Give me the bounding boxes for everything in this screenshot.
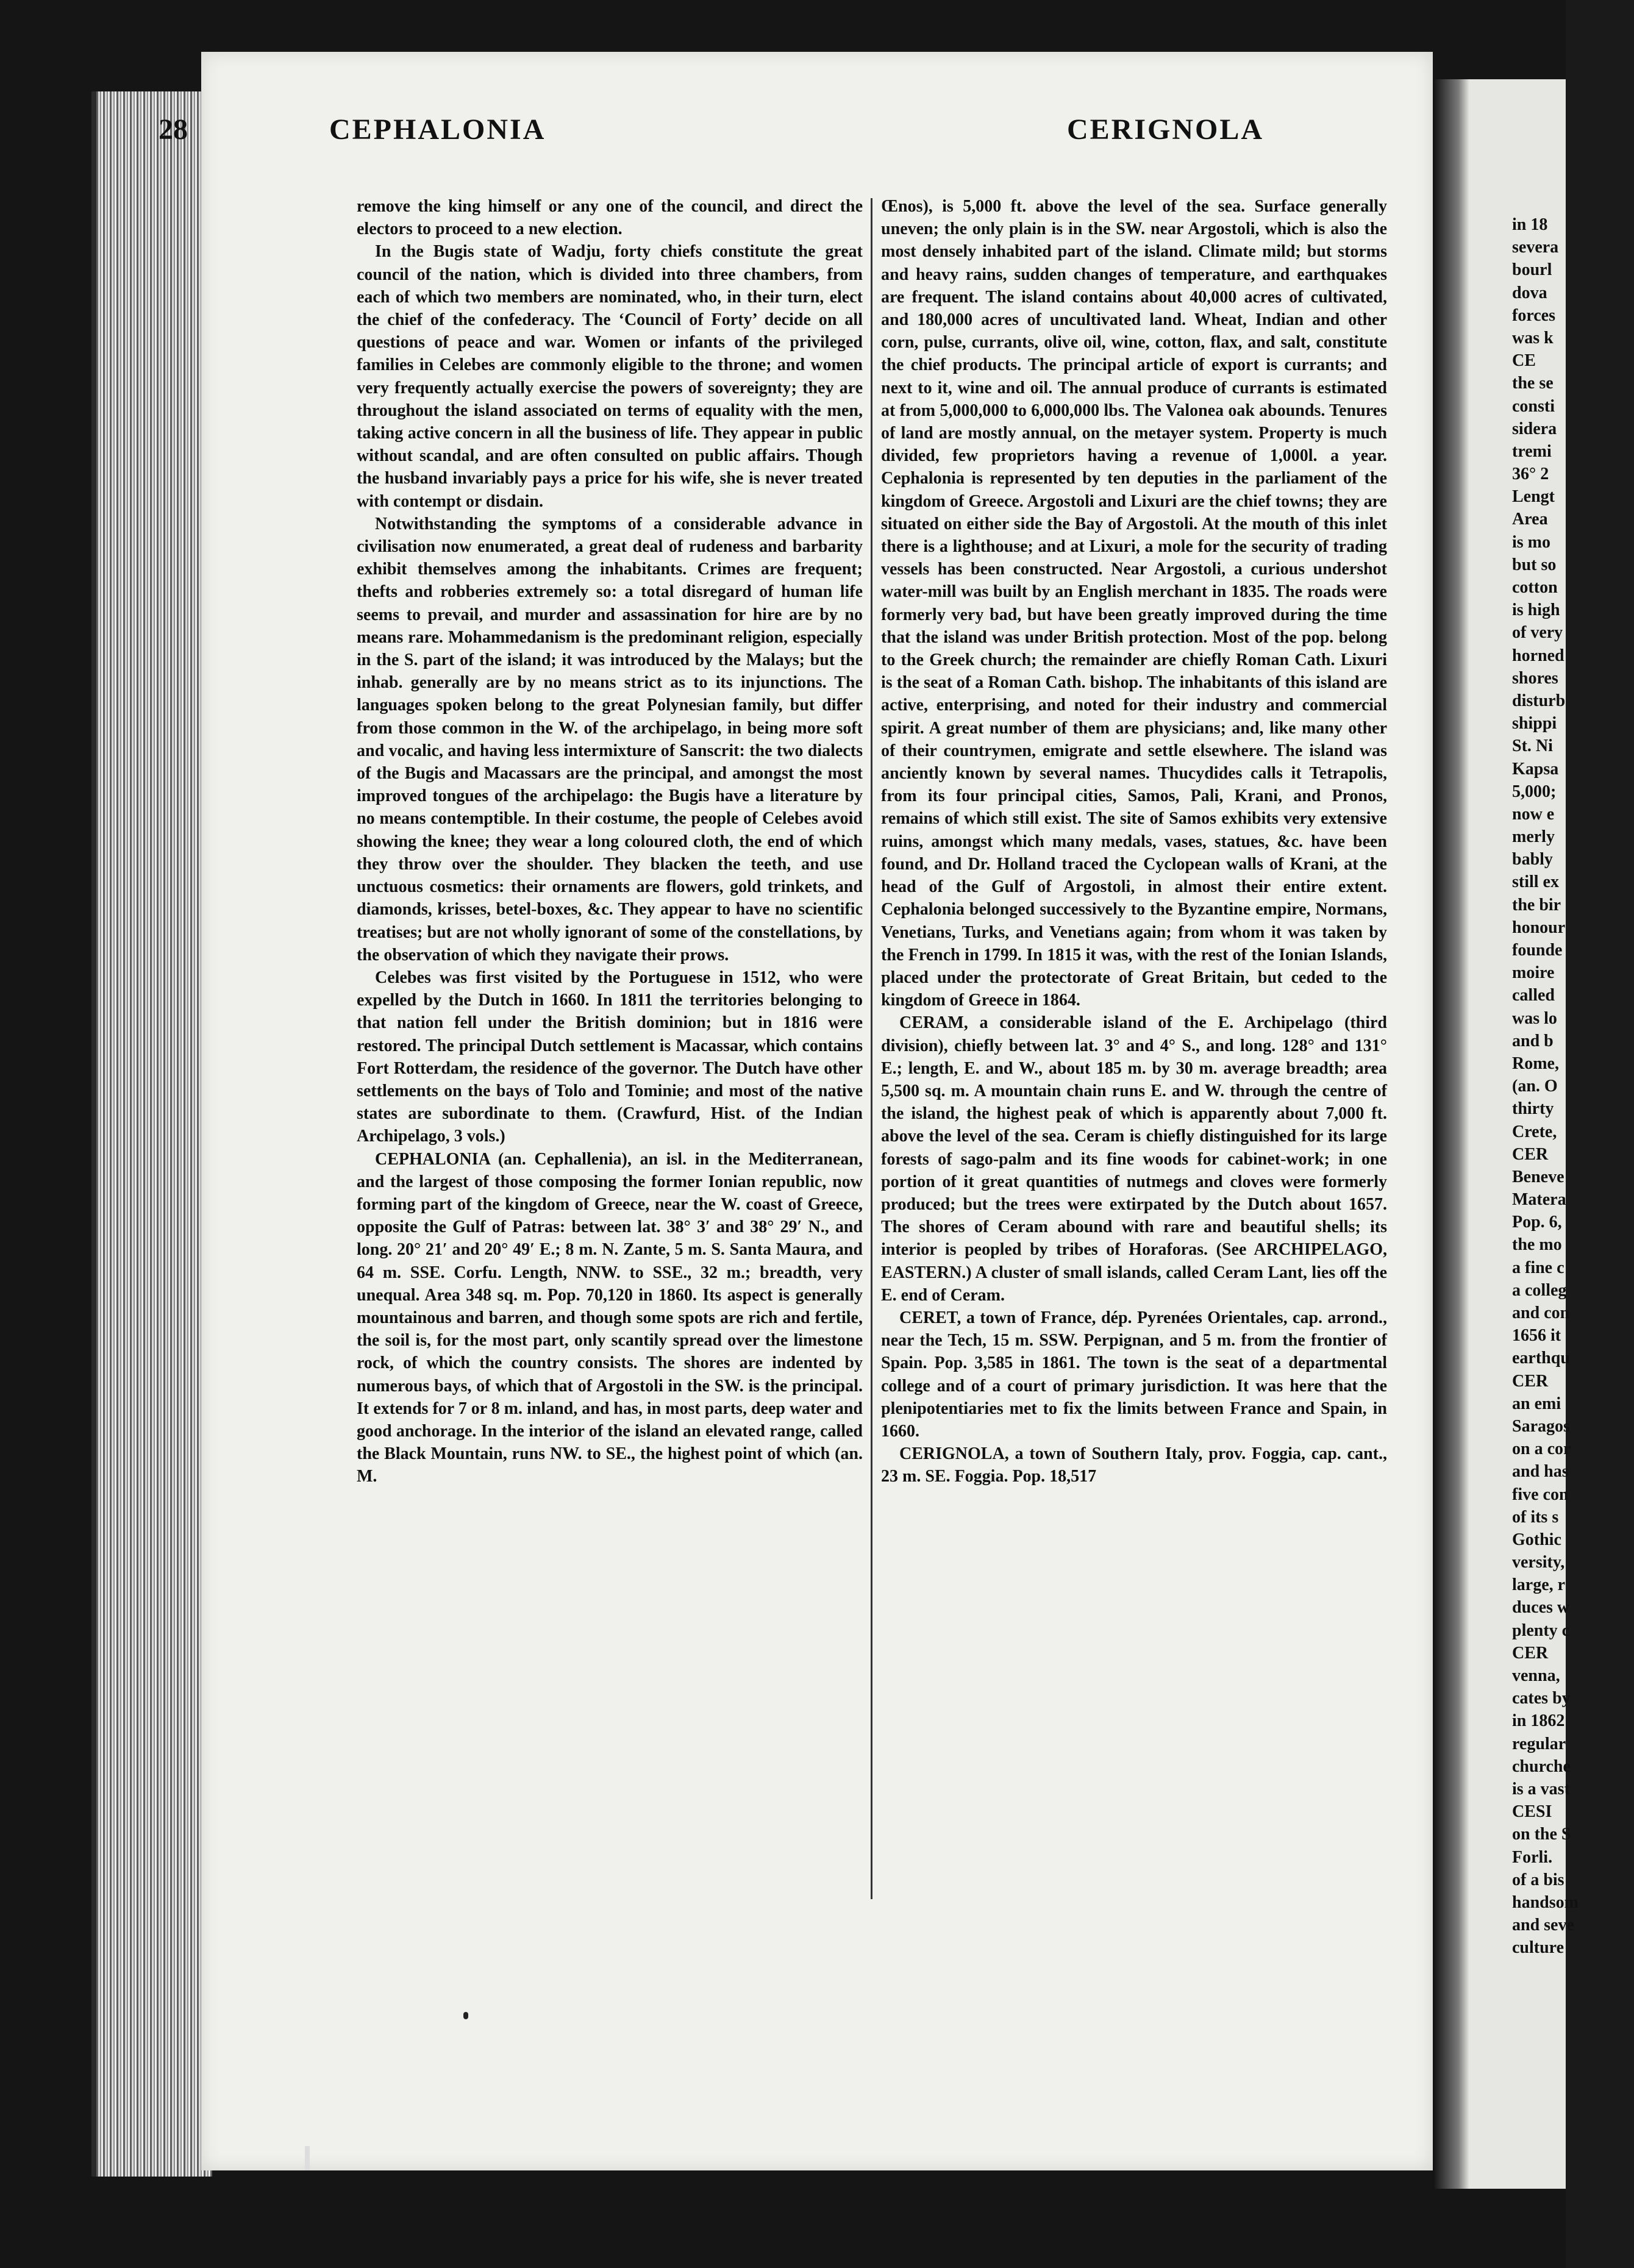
adjacent-page-line: consti [1512,396,1555,416]
adjacent-page-line: cates by [1512,1689,1571,1708]
adjacent-page-line: thirty [1512,1099,1554,1119]
adjacent-page-line: and seve [1512,1916,1574,1935]
adjacent-page-line: duces w [1512,1598,1570,1617]
adjacent-page-line: of very [1512,623,1563,643]
adjacent-page-line: churche [1512,1756,1571,1776]
adjacent-page-line: merly [1512,827,1555,847]
adjacent-page-line: the bir [1512,895,1561,915]
adjacent-page-line: tremi [1512,441,1552,461]
right-text-column [881,195,1387,1488]
adjacent-page-line: and con [1512,1303,1570,1322]
adjacent-page-line: CER [1512,1371,1549,1391]
page-header [159,113,1372,168]
entry-ceret: CERET, a town of France, dép. Pyrenées Orientales, cap. arrond., near the Tech, 15 m. SSW. Perpignan, and 5 m. from the frontier of Spain. Pop. 3,585 in 1861. The town is the seat of a departmental college and of a court of primary jurisdiction. It was here that the plenipotentiaries met to fix the limits between France and Spain, in 1660. [881,1308,1387,1441]
adjacent-page-line: Matera [1512,1190,1566,1210]
adjacent-page-line: earthqu [1512,1349,1570,1368]
adjacent-page-line: horned [1512,646,1564,665]
entry-cerignola: CERIGNOLA, a town of Southern Italy, prov. Foggia, cap. cant., 23 m. SE. Foggia. Pop. 18,517 [881,1444,1387,1486]
column-divider [871,198,872,1899]
entry-ceram: CERAM, a considerable island of the E. Archipelago (third division), chiefly between lat. 3° and 4° S., and long. 128° and 131° E.; length, E. and W., about 185 m. by 30 m. average breadth; area 5,500 sq. m. A mountain chain runs E. and W. through the centre of the island, the highest peak of which is apparently about 7,000 ft. above the level of the sea. Ceram is chiefly distinguished for its large forests of sago-palm and its fine woods for cabinet-work; in one portion of it great quantities of nutmegs and cloves were formerly produced; but the trees were extirpated by the Dutch about 1657. The shores of Ceram abound with rare and beautiful shells; its interior is peopled by tribes of Horaforas. (See ARCHIPELAGO, EASTERN.) A cluster of small islands, called Ceram Lant, lies off the E. end of Ceram. [881,1013,1387,1305]
adjacent-page-line: handsom [1512,1892,1579,1912]
adjacent-page-line: in 1862 [1512,1711,1565,1731]
adjacent-page-line: Kapsa [1512,759,1559,779]
adjacent-page-line: regular [1512,1734,1566,1753]
adjacent-page-line: the mo [1512,1235,1562,1255]
adjacent-page-line: is high [1512,601,1560,620]
running-head-right: CERIGNOLA [1067,113,1265,146]
adjacent-page-line: (an. O [1512,1077,1558,1096]
adjacent-page-line: culture [1512,1938,1564,1958]
adjacent-page-line: a fine c [1512,1258,1564,1277]
adjacent-page-line: Area [1512,510,1548,529]
adjacent-page-line: an emi [1512,1394,1561,1413]
page-gutter-shadow [1433,79,1469,2189]
adjacent-page-line: on the S [1512,1825,1571,1844]
paragraph: Œnos), is 5,000 ft. above the level of the sea. Surface generally uneven; the only plain is in the SW. near Argostoli, which is also the most densely inhabited part of the island. Climate mild; but storms and heavy rains, sudden changes of temperature, and earthquakes are frequent. The island contains about 40,000 acres of cultivated, and 180,000 acres of uncultivated land. Wheat, Indian and other corn, pulse, currants, olive oil, wine, cotton, flax, and salt, constitute the chief products. The principal article of export is currants; and next to it, wine and oil. The annual produce of currants is estimated at from 5,000,000 to 6,000,000 lbs. The Valonea oak abounds. Tenures of land are mostly annual, on the metayer system. Property is much divided, few proprietors having a revenue of 1,000l. a year. Cephalonia is represented by ten deputies in the parliament of the kingdom of Greece. Argostoli and Lixuri are the chief towns; they are situated on either side the Bay of Argostoli. At the mouth of this inlet there is a lighthouse; and at Lixuri, a mole for the security of trading vessels has been constructed. Near Argostoli, a curious undershot water-mill was built by an English merchant in 1835. The roads were formerly very bad, but have been greatly improved during the time that the island was under British protection. Most of the pop. belong to the Greek church; the remainder are chiefly Roman Cath. Lixuri is the seat of a Roman Cath. bishop. The inhabitants of this island are active, enterprising, and noted for their industry and commercial spirit. A great number of them are physicians; and, like many other of their countrymen, emigrate and settle elsewhere. The island was anciently known by several names. Thucydides calls it Tetrapolis, from its four principal cities, Samos, Pali, Krani, and Pronos, remains of which still exist. The site of Samos exhibits very extensive ruins, amongst which many medals, vases, statues, &c. have been found, and Dr. Holland traced the Cyclopean walls of Krani, at the head of the Gulf of Argostoli, in almost their entire extent. Cephalonia belonged successively to the Byzantine empire, Normans, Venetians, Turks, and Venetians again; from whom it was taken by the French in 1799. In 1815 it was, with the rest of the Ionian Islands, placed under the protectorate of Great Britain, but ceded to the kingdom of Greece in 1864. [881,197,1387,1010]
adjacent-page-line: shippi [1512,714,1557,733]
paragraph: In the Bugis state of Wadju, forty chiefs constitute the great council of the nation, which is divided into three chambers, from each of which two members are nominated, who, in their turn, elect the chief of the confederacy. The ‘Council of Forty’ decide on all questions of peace and war. Women or infants of the privileged families in Celebes are commonly eligible to the throne; and women very frequently actually exercise the powers of sovereignty; they are throughout the island associated on terms of equality with the men, taking active concern in all the business of life. They appear in public without scandal, and are often consulted on public affairs. Though the husband invariably pays a price for his wife, she is never treated with contempt or disdain. [357,242,863,511]
adjacent-page-line: CER [1512,1144,1549,1164]
adjacent-page-line: CESI [1512,1802,1552,1822]
adjacent-page-line: Forli. [1512,1847,1553,1867]
adjacent-page-line: Crete, [1512,1122,1557,1141]
adjacent-page-line: bably [1512,850,1553,869]
adjacent-page-line: was k [1512,328,1554,348]
scan-mark [305,2146,310,2170]
adjacent-page-line: is a vast [1512,1779,1570,1799]
adjacent-page-line: is mo [1512,532,1550,552]
adjacent-page-line: St. Ni [1512,736,1553,756]
entry-cephalonia: CEPHALONIA (an. Cephallenia), an isl. in the Mediterranean, and the largest of those composing the former Ionian republic, now forming part of the kingdom of Greece, near the W. coast of Greece, opposite the Gulf of Patras: between lat. 38° 3′ and 38° 29′ N., and long. 20° 21′ and 20° 49′ E.; 8 m. N. Zante, 5 m. S. Santa Maura, and 64 m. SSE. Corfu. Length, NNW. to SSE., 32 m.; breadth, very unequal. Area 348 sq. m. Pop. 70,120 in 1860. Its aspect is generally mountainous and barren, and though some spots are rich and fertile, the soil is, for the most part, only scantily spread over the limestone rock, of which the country consists. The shores are indented by numerous bays, of which that of Argostoli in the SW. is the principal. It extends for 7 or 8 m. inland, and has, in most parts, deep water and good anchorage. In the interior of the island an elevated range, called the Black Mountain, runs NW. to SE., the highest point of which (an. M. [357,1149,863,1486]
adjacent-page [1433,79,1579,2189]
paragraph: remove the king himself or any one of the council, and direct the electors to proceed to a new election. [357,197,863,239]
adjacent-page-line: of its s [1512,1507,1559,1527]
adjacent-page-line: Pop. 6, [1512,1213,1562,1232]
book-page-edges [91,91,212,2177]
adjacent-page-line: versity, [1512,1553,1565,1572]
scan-speck [463,2012,468,2019]
adjacent-page-line: disturb [1512,691,1566,710]
adjacent-page-line: 1656 it [1512,1326,1561,1346]
adjacent-page-line: bourl [1512,260,1552,280]
adjacent-page-line: but so [1512,555,1557,574]
adjacent-page-line: in 18 [1512,215,1548,234]
adjacent-page-line: cotton [1512,578,1558,597]
adjacent-page-line: moire [1512,963,1555,983]
adjacent-page-line: Rome, [1512,1054,1559,1073]
adjacent-page-line: called [1512,986,1555,1005]
adjacent-page-line: and b [1512,1031,1554,1050]
adjacent-page-line: still ex [1512,872,1559,892]
adjacent-page-line: shores [1512,668,1558,688]
adjacent-page-line: CE [1512,351,1536,371]
running-head-left: CEPHALONIA [329,113,546,146]
adjacent-page-line: honour [1512,918,1566,937]
adjacent-page-line: plenty c [1512,1621,1570,1640]
adjacent-page-line: a colleg [1512,1280,1567,1300]
adjacent-page-line: large, r [1512,1575,1566,1595]
adjacent-page-line: 36° 2 [1512,465,1549,484]
adjacent-page-text [1512,213,1634,1959]
paragraph: Celebes was first visited by the Portuguese in 1512, who were expelled by the Dutch in 1660. In 1811 the territories belonging to that nation fell under the British dominion; but in 1816 were restored. The principal Dutch settlement is Macassar, which contains Fort Rotterdam, the residence of the governor. The Dutch have other settlements on the bays of Tolo and Tominie; and most of the native states are subordinate to them. (Crawfurd, Hist. of the Indian Archipelago, 3 vols.) [357,968,863,1146]
paragraph: Notwithstanding the symptoms of a considerable advance in civilisation now enumerated, a great deal of rudeness and barbarity exhibit themselves among the inhabitants. Crimes are frequent; thefts and robberies extremely so: a total disregard of human life seems to prevail, and murder and assassination for hire are by no means rare. Mohammedanism is the predominant religion, especially in the S. part of the island; it was introduced by the Malays; but the inhab. generally are by no means strict as to its injunctions. The languages spoken belong to the great Polynesian family, but differ from those common in the W. of the archipelago, in being more soft and vocalic, and having less intermixture of Sanscrit: the two dialects of the Bugis and Macassars are the principal, and amongst the most improved tongues of the archipelago: the Bugis have a literature by no means contemptible. In their costume, the people of Celebes avoid showing the knee; they wear a long coloured cloth, the end of which they throw over the shoulder. They blacken the teeth, and use unctuous cosmetics: their ornaments are flowers, gold trinkets, and diamonds, krisses, betel-boxes, &c. They appear to have no scientific treatises; but are not wholly ignorant of some of the constellations, by the observation of which they navigate their prows. [357,514,863,965]
adjacent-page-line: severa [1512,238,1559,257]
page-number: 28 [159,113,188,146]
adjacent-page-line: dova [1512,283,1547,302]
adjacent-page-line: the se [1512,374,1554,393]
adjacent-page-line: Lengt [1512,487,1555,507]
adjacent-page-line: 5,000; [1512,782,1557,801]
adjacent-page-line: of a bis [1512,1870,1564,1889]
adjacent-page-line: five con [1512,1485,1569,1504]
adjacent-page-line: Gothic [1512,1530,1561,1549]
adjacent-page-line: Beneve [1512,1167,1564,1186]
left-text-column [357,195,863,1488]
adjacent-page-line: was lo [1512,1008,1557,1028]
adjacent-page-line: venna, [1512,1666,1560,1685]
adjacent-page-line: now e [1512,804,1555,824]
adjacent-page-line: Saragos [1512,1416,1570,1436]
adjacent-page-line: forces [1512,305,1555,325]
adjacent-page-line: founde [1512,941,1563,960]
adjacent-page-line: sidera [1512,419,1557,438]
adjacent-page-line: and has [1512,1462,1569,1482]
adjacent-page-line: on a cor [1512,1439,1571,1459]
adjacent-page-line: CER [1512,1643,1549,1663]
